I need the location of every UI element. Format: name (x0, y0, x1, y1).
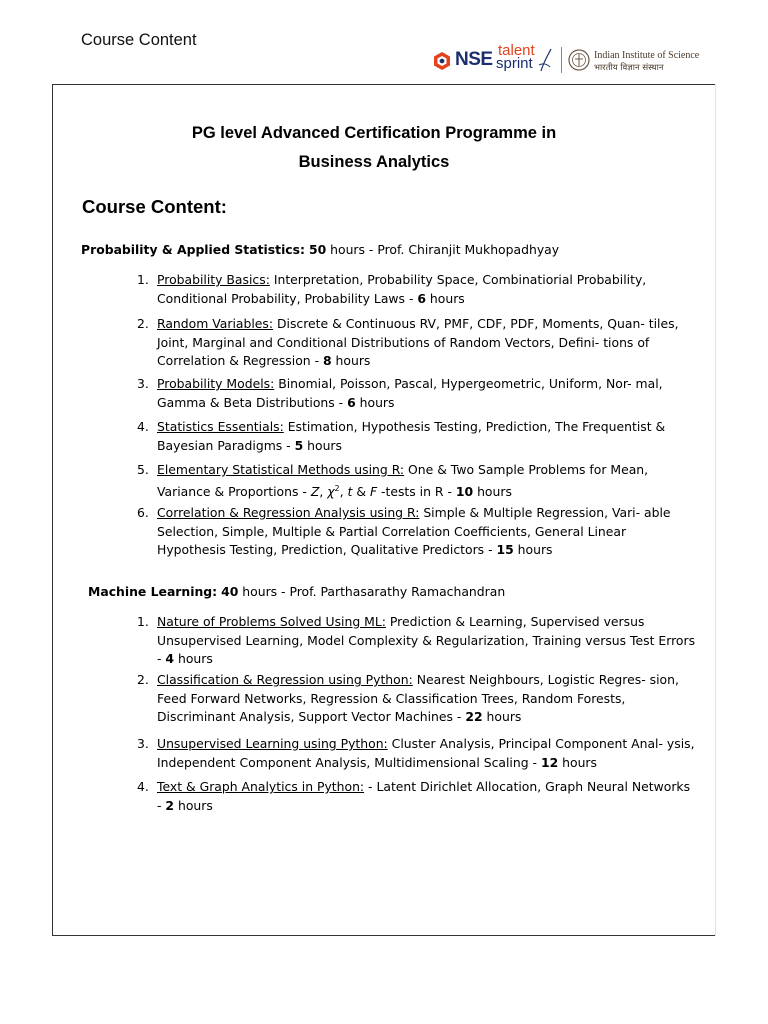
module-hours: 40 (221, 584, 239, 599)
list-item (137, 735, 697, 772)
item-hours: 2 (165, 797, 175, 813)
course-content-heading: Course Content: (82, 196, 227, 217)
talentsprint-swoosh-icon (538, 47, 554, 73)
nse-logo-icon (432, 51, 452, 71)
item-hours-unit: hours (513, 542, 553, 558)
item-hours-unit: hours (331, 353, 371, 369)
item-description: Interpretation, Probability Space, Combinatiorial Probability, Conditional Probability, Probability Laws - (157, 272, 647, 306)
item-math-f: F (369, 483, 378, 499)
item-hours-unit: hours (355, 394, 395, 410)
item-topic-title: Statistics Essentials: (157, 419, 284, 434)
item-number: 2. (137, 672, 149, 687)
item-ampersand: & (352, 483, 370, 499)
item-number: 6. (137, 505, 149, 520)
item-topic-title: Probability Basics: (157, 272, 270, 287)
item-topic-title: Elementary Statistical Methods using R: (157, 462, 405, 477)
logo-divider (561, 47, 562, 73)
item-number: 4. (137, 419, 149, 434)
item-description: Discrete & Continuous RV, PMF, CDF, PDF, Moments, Quan- tiles, Joint, Marginal and Conditional Distributions of Random Vectors, Defini- tions of Correlation & Regression - (157, 316, 679, 369)
item-math-superscript: 2 (334, 483, 340, 493)
item-number: 1. (137, 272, 149, 287)
iisc-seal-icon (568, 49, 590, 71)
item-hours-unit: hours (174, 651, 213, 667)
iisc-name-hindi: भारतीय विज्ञान संस्थान (594, 63, 664, 73)
iisc-name-english: Indian Institute of Science (594, 50, 700, 61)
item-hours: 5 (294, 437, 304, 453)
item-hours-unit: hours (303, 437, 342, 453)
item-description: Binomial, Poisson, Pascal, Hypergeometric, Uniform, Nor- mal, Gamma & Beta Distributions - (157, 376, 663, 410)
item-hours: 12 (540, 754, 559, 770)
item-hours-unit: hours (473, 483, 512, 499)
item-hours: 6 (347, 394, 356, 410)
item-description: Nearest Neighbours, Logistic Regres- sion, Feed Forward Networks, Regression & Classification Trees, Random Forests, Discriminant Analysis, Support Vector Machines - (157, 672, 679, 725)
item-math-t: t (347, 483, 353, 499)
talent-logo-text: talent (498, 42, 535, 59)
item-comma: , (319, 483, 328, 499)
item-hours-unit: hours (174, 797, 213, 813)
list-item (137, 375, 697, 412)
item-number: 5. (137, 462, 149, 477)
item-description-tail: -tests in R - (377, 483, 456, 499)
item-hours-unit: hours (482, 709, 522, 725)
list-item (137, 671, 697, 727)
item-topic-title: Nature of Problems Solved Using ML: (157, 614, 386, 629)
list-item (137, 613, 697, 669)
item-hours-unit: hours (558, 754, 597, 770)
partner-logos (430, 42, 705, 77)
list-item (137, 778, 697, 815)
module-instructor: hours - Prof. Chiranjit Mukhopadhyay (326, 242, 560, 257)
list-item (137, 504, 697, 560)
item-topic-title: Probability Models: (157, 376, 275, 391)
item-topic-title: Classification & Regression using Python: (157, 672, 413, 687)
document-title-line-1: PG level Advanced Certification Programme in (191, 124, 557, 142)
module-name: Probability & Applied Statistics: (81, 242, 305, 257)
item-math-z: Z (310, 483, 320, 499)
item-hours: 4 (165, 651, 175, 667)
item-number: 3. (137, 376, 149, 391)
module-name: Machine Learning: (88, 584, 218, 599)
item-description: Prediction & Learning, Supervised versus Unsupervised Learning, Model Complexity & Regularization, Training versus Test Errors - (157, 614, 696, 667)
module-instructor: hours - Prof. Parthasarathy Ramachandran (238, 584, 506, 599)
page-header-title: Course Content (81, 31, 197, 49)
item-topic-title: Correlation & Regression Analysis using R: (157, 505, 420, 520)
item-hours: 8 (322, 353, 332, 369)
item-description: Cluster Analysis, Principal Component Anal- ysis, Independent Component Analysis, Multidimensional Scaling - (157, 736, 695, 770)
list-item (137, 461, 697, 502)
list-item (137, 418, 697, 455)
sprint-logo-text: sprint (496, 55, 533, 72)
list-item (137, 315, 697, 371)
document-title-line-2: Business Analytics (298, 153, 450, 171)
item-hours: 6 (417, 290, 426, 306)
item-description: One & Two Sample Problems for Mean, Variance & Proportions - (157, 462, 649, 499)
module-hours: 50 (308, 242, 327, 257)
nse-logo-text: NSE (455, 49, 493, 70)
item-topic-title: Text & Graph Analytics in Python: (157, 779, 365, 794)
item-number: 4. (137, 779, 149, 794)
item-topic-title: Random Variables: (157, 316, 274, 331)
item-description: Simple & Multiple Regression, Vari- able Selection, Simple, Multiple & Partial Correlation Coefficients, General Linear Hypothesis Testing, Prediction, Qualitative Predictors - (157, 505, 671, 558)
item-number: 3. (137, 736, 149, 751)
list-item (137, 271, 697, 308)
item-hours: 22 (465, 709, 483, 725)
item-math-chi: χ (327, 483, 335, 499)
module-header-machine-learning (88, 583, 505, 602)
item-description: Estimation, Hypothesis Testing, Prediction, The Frequentist & Bayesian Paradigms - (157, 419, 666, 453)
item-description: - Latent Dirichlet Allocation, Graph Neural Networks - (157, 779, 691, 813)
item-number: 2. (137, 316, 149, 331)
item-hours: 10 (455, 483, 474, 499)
item-topic-title: Unsupervised Learning using Python: (157, 736, 388, 751)
item-comma: , (339, 483, 348, 499)
module-header-probability (81, 241, 559, 260)
item-hours-unit: hours (425, 290, 465, 306)
item-hours: 15 (496, 542, 514, 558)
content-frame-right-edge (715, 84, 716, 936)
item-number: 1. (137, 614, 149, 629)
